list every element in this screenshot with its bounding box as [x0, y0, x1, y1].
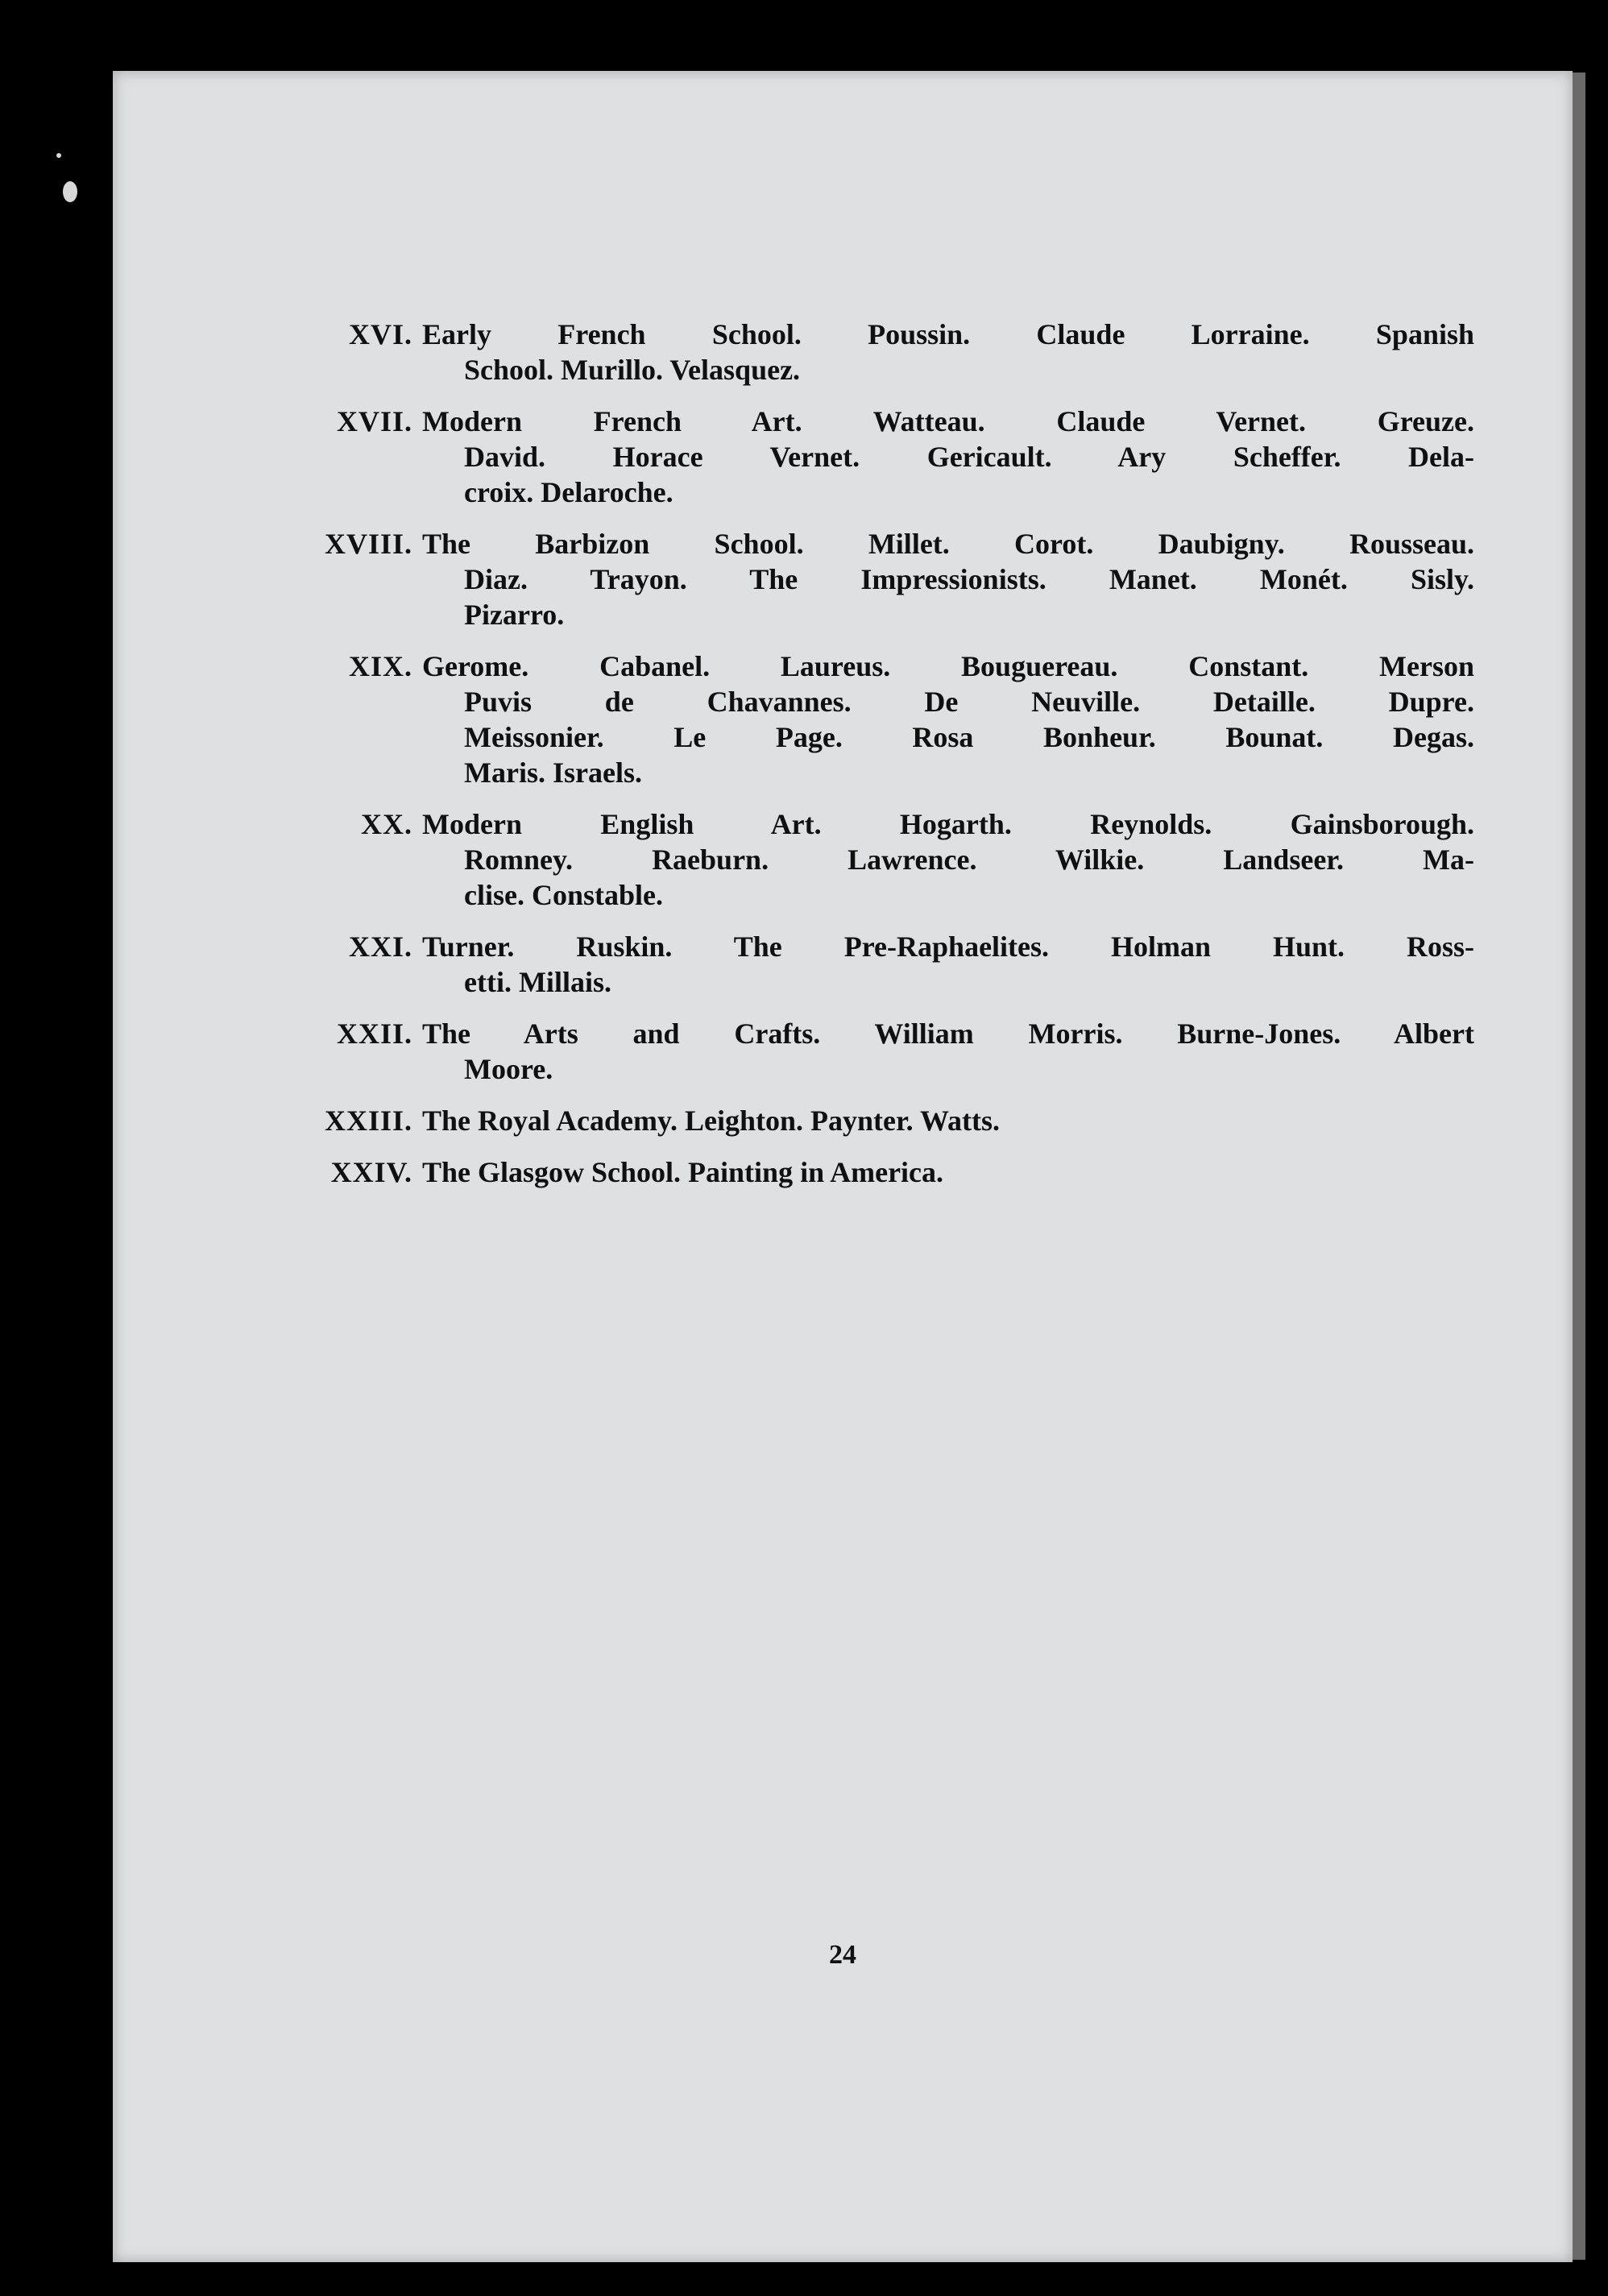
entry-line: Turner. Ruskin. The Pre-Raphaelites. Holman Hunt. Ross- [422, 930, 1474, 963]
entry-text [422, 806, 1474, 913]
entry-text [422, 649, 1474, 790]
entry-line: Meissonier. Le Page. Rosa Bonheur. Bounat. Degas. [464, 721, 1474, 753]
entry-line: Modern English Art. Hogarth. Reynolds. Gainsborough. [422, 808, 1474, 840]
toc-entry-xviii [300, 526, 1474, 632]
entry-line: The Arts and Crafts. William Morris. Burne-Jones. Albert [422, 1017, 1474, 1050]
book-page [113, 71, 1573, 2262]
toc-entry-xvi [300, 317, 1474, 388]
entry-line: Early French School. Poussin. Claude Lorraine. Spanish [422, 318, 1474, 350]
entry-line: Modern French Art. Watteau. Claude Vernet. Greuze. [422, 405, 1474, 437]
roman-numeral: XXIV. [330, 1156, 412, 1188]
entry-line: David. Horace Vernet. Gericault. Ary Scheffer. Dela- [464, 441, 1474, 473]
entry-line: The Barbizon School. Millet. Corot. Daubigny. Rousseau. [422, 528, 1474, 560]
entry-text [422, 1154, 1474, 1190]
entry-text [422, 317, 1474, 388]
roman-numeral: XVII. [336, 405, 412, 437]
entry-line: Diaz. Trayon. The Impressionists. Manet. Monét. Sisly. [464, 563, 1474, 595]
entry-line: Moore. [464, 1053, 553, 1085]
toc-entry-xx [300, 806, 1474, 913]
entry-line: clise. Constable. [464, 879, 663, 911]
scan-speck [56, 153, 61, 158]
roman-numeral: XXIII. [324, 1104, 412, 1137]
scan-speck [63, 181, 77, 202]
roman-numeral: XVI. [348, 318, 412, 350]
entry-text [422, 404, 1474, 510]
roman-numeral: XIX. [348, 650, 412, 682]
entry-line: Gerome. Cabanel. Laureus. Bouguereau. Constant. Merson [422, 650, 1474, 682]
entry-line: Maris. Israels. [464, 756, 642, 789]
entry-line: Puvis de Chavannes. De Neuville. Detaille. Dupre. [464, 686, 1474, 718]
entry-text [422, 526, 1474, 632]
toc-entry-xxiv [300, 1154, 1474, 1190]
entry-line: etti. Millais. [464, 966, 611, 998]
toc-entry-xvii [300, 404, 1474, 510]
entry-line: The Glasgow School. Painting in America. [422, 1156, 944, 1188]
entry-text [422, 1103, 1474, 1138]
entry-text [422, 929, 1474, 1000]
roman-numeral: XX. [361, 808, 412, 840]
table-of-contents [300, 317, 1474, 1206]
toc-entry-xxii [300, 1016, 1474, 1087]
roman-numeral: XXII. [336, 1017, 412, 1050]
toc-entry-xix [300, 649, 1474, 790]
toc-entry-xxi [300, 929, 1474, 1000]
entry-line: croix. Delaroche. [464, 476, 673, 508]
page-number: 24 [829, 1940, 856, 1970]
roman-numeral: XVIII. [324, 528, 412, 560]
entry-text [422, 1016, 1474, 1087]
entry-line: School. Murillo. Velasquez. [464, 354, 801, 386]
roman-numeral: XXI. [348, 930, 412, 963]
toc-entry-xxiii [300, 1103, 1474, 1138]
page-edge-shadow [1573, 73, 1585, 2260]
entry-line: The Royal Academy. Leighton. Paynter. Watts. [422, 1104, 1001, 1137]
entry-line: Pizarro. [464, 599, 565, 631]
entry-line: Romney. Raeburn. Lawrence. Wilkie. Landseer. Ma- [464, 843, 1474, 876]
